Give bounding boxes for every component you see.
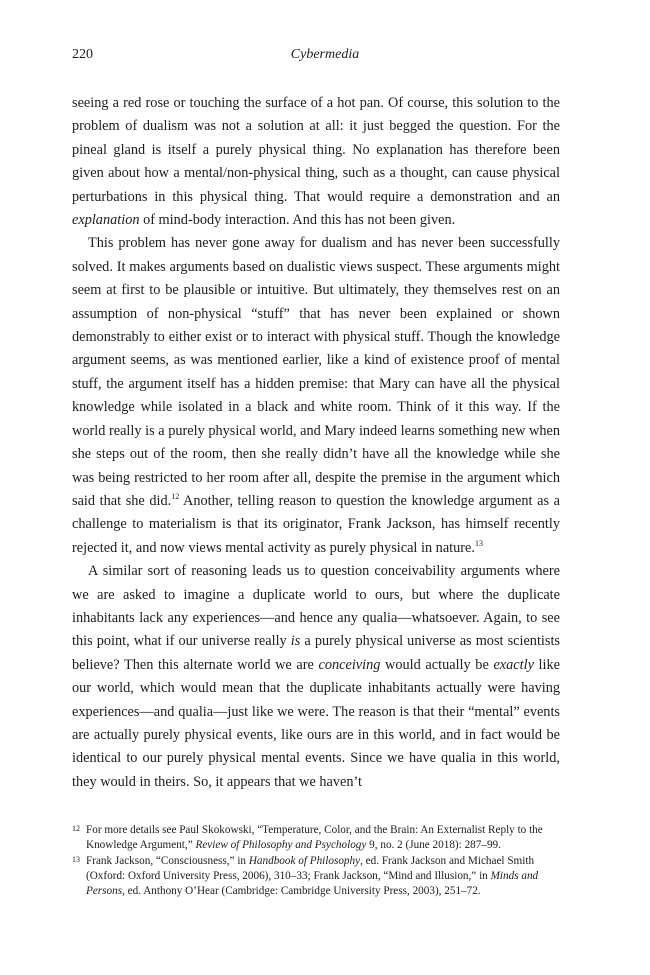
footnote-12 <box>72 823 560 853</box>
paragraph-1-end: of mind-body interaction. And this has not been given. <box>139 212 456 229</box>
footnotes <box>72 823 560 900</box>
running-title: Cybermedia <box>290 47 360 62</box>
footnote-ref-13[interactable]: 13 <box>474 538 483 548</box>
footnote-title: Handbook of Philosophy <box>248 855 361 867</box>
paragraph-1-text: seeing a red rose or touching the surface of a hot pan. Of course, this solution to the problem of dualism was not a solution at all: it just begged the question. For the pineal gland is itself a purely physical thing. No explanation has therefore been given about how a mental/non-physical thing, such as a thought, can cause physical perturbations in this physical thing. That would require a demonstration and an <box>72 95 560 205</box>
paragraph-3-text-c: would actually be <box>380 656 494 673</box>
footnote-text: , ed. Frank Jackson and Michael Smith (Oxford: Oxford University Press, 2006), 310–33; Frank Jackson, “Mind and Illusion,” in <box>86 855 535 882</box>
page-number: 220 <box>72 47 93 62</box>
footnote-ref-12[interactable]: 12 <box>171 491 180 501</box>
footnote-mark: 13 <box>72 855 80 864</box>
footnote-text: For more details see Paul Skokowski, “Temperature, Color, and the Brain: An Externalist Reply to the Knowledge Argument,” <box>86 824 543 851</box>
paragraph-2-text-b: Another, telling reason to question the knowledge argument as a challenge to materialism is that its originator, Frank Jackson, has himself recently rejected it, and now views mental activity as purely physical in nature. <box>72 492 561 556</box>
paragraph-3 <box>72 560 560 794</box>
paragraph-2 <box>72 232 560 560</box>
footnote-13 <box>72 854 560 899</box>
footnote-text: , ed. Anthony O’Hear (Cambridge: Cambridge University Press, 2003), 251–72. <box>122 885 481 897</box>
emphasis-conceiving: conceiving <box>318 656 381 673</box>
paragraph-3-text-d: like our world, which would mean that the duplicate inhabitants actually were having experiences—and qualia—just like we were. The reason is that their “mental” events are actually purely physical events, like ours are in this world, and in fact would be identical to our purely physical mental events. Since we have qualia in this world, they would in theirs. So, it appears that we haven’t <box>72 656 560 790</box>
emphasis-exactly: exactly <box>493 656 534 673</box>
paragraph-3-text-a: A similar sort of reasoning leads us to question conceivability arguments where we are asked to imagine a duplicate world to ours, but where the duplicate inhabitants lack any experiences—and hence any qualia—whatsoever. Again, to see this point, what if our universe really <box>72 563 560 650</box>
footnote-text: Frank Jackson, “Consciousness,” in <box>86 855 249 867</box>
paragraph-2-text-a: This problem has never gone away for dualism and has never been successfully solved. It makes arguments based on dualistic views suspect. These arguments might seem at first to be plausible or intuitive. But ultimately, they themselves rest on an assumption of non-physical “stuff” that has never been explained or shown demonstrably to either exist or to interact with physical stuff. Though the knowledge argument seems, as was mentioned earlier, like a kind of existence proof of mental stuff, the argument itself has a hidden premise: that Mary can have all the physical knowledge while isolated in a black and white room. Think of it this way. If the world really is a purely physical world, and Mary indeed learns something new when she steps out of the room, then she really didn’t have all the knowledge while she was being restricted to her room after all, despite the premise in the argument which said that she did. <box>72 235 560 509</box>
footnote-mark: 12 <box>72 824 80 833</box>
paragraph-3-text-b: a purely physical universe as most scientists believe? Then this alternate world we are <box>72 633 560 673</box>
body-text <box>72 92 560 794</box>
footnote-title: Review of Philosophy and Psychology <box>195 839 367 851</box>
footnote-title: Minds and Persons <box>86 870 539 897</box>
emphasis-explanation: explanation <box>72 212 140 229</box>
footnote-text: 9, no. 2 (June 2018): 287–99. <box>366 839 501 851</box>
paragraph-1 <box>72 92 560 232</box>
emphasis-is: is <box>290 633 301 650</box>
